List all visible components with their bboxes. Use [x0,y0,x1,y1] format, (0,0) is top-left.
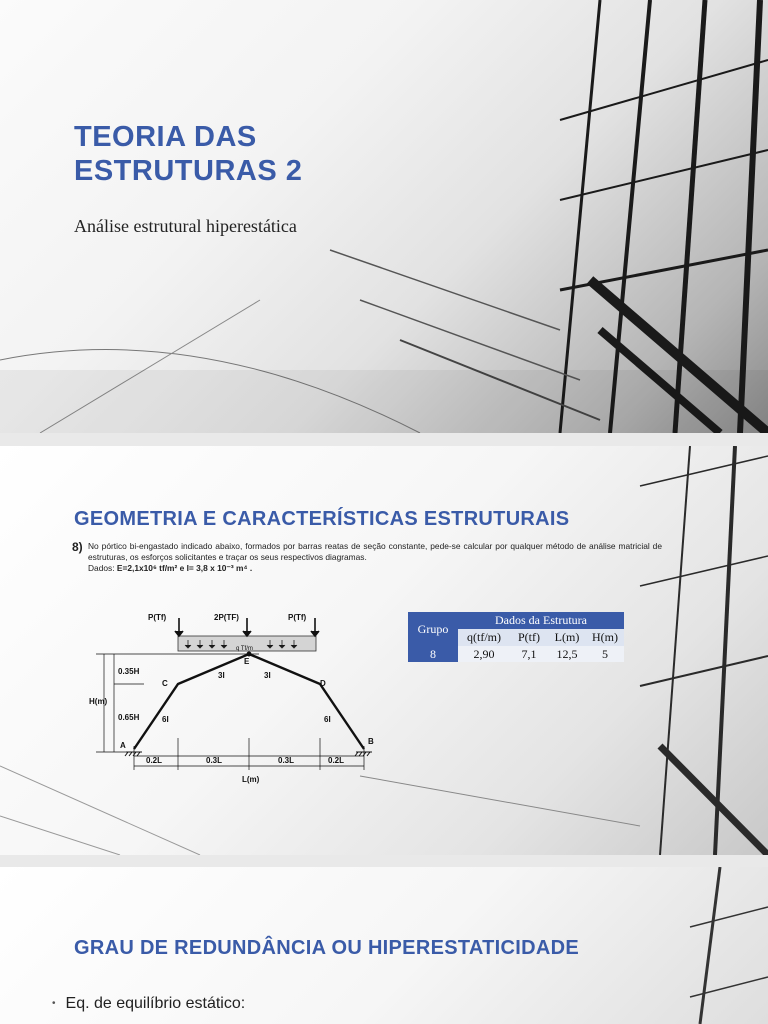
problem-number: 8) [72,540,83,554]
load-mid-label: 2P(TF) [214,613,239,622]
inertia-left-column-label: 6I [162,715,169,724]
segment-1-label: 0.2L [146,756,163,765]
height-total-label: H(m) [89,697,108,706]
column-header: L(m) [548,629,586,646]
section-heading: GRAU DE REDUNDÂNCIA OU HIPERESTATICIDADE [74,937,579,959]
node-a-label: A [120,741,126,750]
column-header: H(m) [586,629,624,646]
group-header: Grupo [408,612,458,646]
node-c-label: C [162,679,168,688]
redundancy-slide [0,867,768,1024]
segment-3-label: 0.3L [278,756,295,765]
inertia-right-column-label: 6I [324,715,331,724]
title-slide [0,0,768,433]
table-cell: 12,5 [548,646,586,662]
table-cell: 2,90 [458,646,510,662]
column-header: P(tf) [510,629,548,646]
bullet-item: • Eq. de equilíbrio estático: [52,995,246,1012]
inertia-left-beam-label: 3I [218,671,225,680]
height-035-label: 0.35H [118,667,140,676]
presentation-subtitle: Análise estrutural hiperestática [74,216,297,236]
geometry-slide [0,446,768,855]
load-right-label: P(Tf) [288,613,307,622]
node-b-label: B [368,737,374,746]
structure-data-table [408,612,624,662]
segment-2-label: 0.3L [206,756,223,765]
dist-load-label: q Tf/m [236,646,253,652]
problem-statement [72,542,662,574]
length-total-label: L(m) [242,775,260,784]
presentation-title: TEORIA DAS ESTRUTURAS 2 [74,121,303,187]
table-cell: 5 [586,646,624,662]
node-e-label: E [244,657,250,666]
problem-text: No pórtico bi-engastado indicado abaixo, formados por barras reatas de seção constante, pede-se calcular por qualquer método de análise matricial de estruturas, os esforços solicitantes e traçar os seus respectivos diagramas. [88,541,662,562]
node-d-label: D [320,679,326,688]
inertia-right-beam-label: 3I [264,671,271,680]
height-065-label: 0.65H [118,713,140,722]
table-title: Dados da Estrutura [458,612,624,629]
section-heading: GEOMETRIA E CARACTERÍSTICAS ESTRUTURAIS [74,508,570,530]
segment-4-label: 0.2L [328,756,345,765]
table-cell: 7,1 [510,646,548,662]
group-value: 8 [408,646,458,662]
table-row [408,646,624,662]
load-left-label: P(Tf) [148,613,167,622]
column-header: q(tf/m) [458,629,510,646]
frame-diagram [84,606,384,796]
problem-data: Dados: E=2,1x10⁶ tf/m² e I= 3,8 x 10⁻³ m⁴ . [88,563,253,573]
